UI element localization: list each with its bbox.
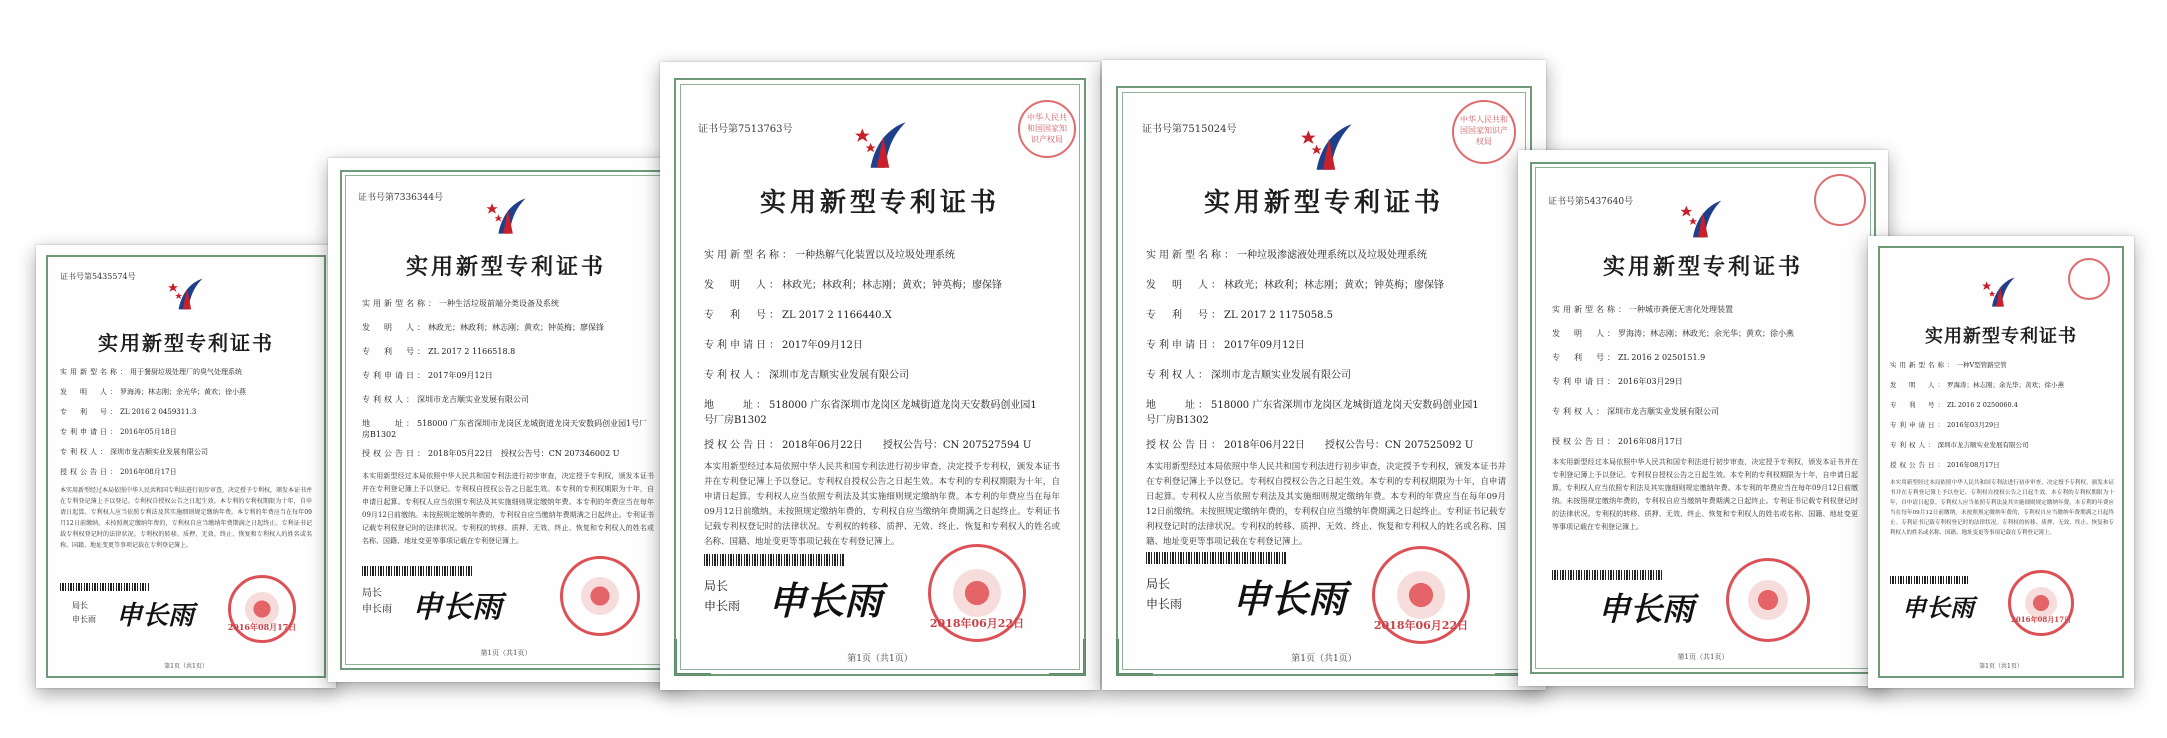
patent-certificate-2 (328, 158, 684, 682)
patentee: 专利权人：深圳市龙吉顺实业发展有限公司 (1890, 441, 2029, 449)
application-date: 专利申请日：2017年09月12日 (1146, 340, 1305, 351)
barcode (60, 583, 150, 591)
inventor: 发 明 人：林政光；林政利；林志刚；黄欢；钟英梅；廖保锋 (704, 280, 1002, 291)
certificate-title: 实用新型专利证书 (1602, 254, 1803, 280)
address: 地 址：518000 广东省深圳市龙岗区龙城街道龙岗天安数码创业园1号厂房B1302 (1146, 400, 1479, 426)
address: 地 址：518000 广东省深圳市龙岗区龙城街道龙岗天安数码创业园1号厂房B1302 (704, 400, 1037, 426)
utility-model-name: 实用新型名称：一种V型管路空管 (1890, 361, 2007, 369)
page-number: 第1页（共1页） (1677, 653, 1729, 661)
page-number: 第1页（共1页） (164, 663, 208, 670)
official-seal: 2016年08月17日 (228, 575, 296, 643)
certificate-body: 本实用新型经过本局依照中华人民共和国专利法进行初步审查，决定授予专利权，颁发本证书并在专利登记簿上予以登记。专利权自授权公告之日起生效。本专利的专利权期限为十年，自申请日起算。专利权人应当依照专利法及其实施细则规定缴纳年费。本专利的年费应当在每年09月12日前缴纳。未按照规定缴纳年费的，专利权自应当缴纳年费期满之日起终止。专利证书记载专利权登记时的法律状况。专利权的转移、质押、无效、终止、恢复和专利权人的姓名或名称、国籍、地址变更等事项记载在专利登记簿上。 (60, 487, 313, 549)
certificate-number: 证书号第5437640号 (1548, 197, 1634, 207)
certificate-body: 本实用新型经过本局依照中华人民共和国专利法进行初步审查，决定授予专利权，颁发本证书并在专利登记簿上予以登记。专利权自授权公告之日起生效。本专利的专利权期限为十年，自申请日起算。专利权人应当依照专利法及其实施细则规定缴纳年费。本专利的年费应当在每年09月12日前缴纳。未按照规定缴纳年费的，专利权自应当缴纳年费期满之日起终止。专利证书记载专利权登记时的法律状况。专利权的转移、质押、无效、终止、恢复和专利权人的姓名或名称、国籍、地址变更等事项记载在专利登记簿上。 (1890, 480, 2114, 536)
patent-number: 专 利 号：ZL 2016 2 0459311.3 (60, 408, 197, 416)
application-date: 专利申请日：2016年03月29日 (1552, 377, 1683, 386)
director-signature: 申长雨 (1598, 590, 1695, 628)
barcode (1890, 576, 1970, 584)
application-date: 专利申请日：2017年09月12日 (704, 340, 863, 351)
director-title: 局长 申长雨 (362, 588, 392, 615)
patent-office-logo-icon (1678, 194, 1728, 244)
patent-certificate-4 (1102, 60, 1546, 690)
page-number: 第1页（共1页） (480, 649, 532, 657)
barcode (1146, 552, 1286, 564)
application-date: 专利申请日：2016年05月18日 (60, 428, 177, 436)
barcode (1552, 570, 1662, 580)
inventor: 发 明 人：林政光；林政利；林志刚；黄欢；钟英梅；廖保锋 (362, 323, 604, 332)
patent-certificate-1 (36, 245, 336, 688)
announcement-date: 授权公告日：2018年06月22日 授权公告号：CN 207525092 U (1146, 440, 1474, 451)
certificate-title: 实用新型专利证书 (759, 188, 1000, 218)
inventor: 发 明 人：罗海涛；林志刚；余光华；黄欢；徐小燕 (60, 388, 246, 396)
director-signature: 申长雨 (1902, 593, 1974, 622)
director-title: 局长 申长雨 (704, 579, 741, 613)
patent-number: 专 利 号：ZL 2017 2 1175058.5 (1146, 310, 1334, 321)
certificate-title: 实用新型专利证书 (1203, 188, 1444, 218)
announcement-date: 授权公告日：2018年06月22日 授权公告号：CN 207527594 U (704, 440, 1032, 451)
announcement-date: 授权公告日：2016年08月17日 (1890, 461, 2000, 469)
certificate-body: 本实用新型经过本局依照中华人民共和国专利法进行初步审查，决定授予专利权，颁发本证书并在专利登记簿上予以登记。专利权自授权公告之日起生效。本专利的专利权期限为十年，自申请日起算。专利权人应当依照专利法及其实施细则规定缴纳年费。本专利的年费应当在每年09月12日前缴纳。未按照规定缴纳年费的，专利权自应当缴纳年费期满之日起终止。专利证书记载专利权登记时的法律状况。专利权的转移、质押、无效、终止、恢复和专利权人的姓名或名称、国籍、地址变更等事项记载在专利登记簿上。 (362, 472, 654, 545)
director-title: 局长 申长雨 (72, 601, 96, 624)
certificate-body: 本实用新型经过本局依照中华人民共和国专利法进行初步审查，决定授予专利权，颁发本证书并在专利登记簿上予以登记。专利权自授权公告之日起生效。本专利的专利权期限为十年，自申请日起算。专利权人应当依照专利法及其实施细则规定缴纳年费。本专利的年费应当在每年09月12日前缴纳。未按照规定缴纳年费的，专利权自应当缴纳年费期满之日起终止。专利证书记载专利权登记时的法律状况。专利权的转移、质押、无效、终止、恢复和专利权人的姓名或名称、国籍、地址变更等事项记载在专利登记簿上。 (1552, 458, 1859, 531)
patent-office-logo-icon (1298, 116, 1360, 178)
patent-certificate-6 (1868, 236, 2134, 688)
director-signature: 申长雨 (1232, 576, 1347, 621)
application-date: 专利申请日：2017年09月12日 (362, 371, 493, 380)
director-signature: 申长雨 (412, 590, 502, 625)
inventor: 发 明 人：罗海涛；林志刚；林政光；余光华；黄欢；徐小燕 (1552, 329, 1794, 338)
page-number: 第1页（共1页） (1979, 663, 2023, 670)
utility-model-name: 实用新型名称：一种垃圾渗滤液处理系统以及垃圾处理系统 (1146, 250, 1427, 261)
patent-office-stamp: 中华人民共和国国家知识产权局 (1018, 100, 1076, 158)
patentee: 专利权人：深圳市龙吉顺实业发展有限公司 (704, 370, 909, 381)
inventor: 发 明 人：林政光；林政利；林志刚；黄欢；钟英梅；廖保锋 (1146, 280, 1444, 291)
patent-office-logo-icon (484, 192, 532, 240)
announcement-date: 授权公告日：2016年08月17日 (60, 468, 177, 476)
utility-model-name: 实用新型名称：一种城市粪便无害化处理装置 (1552, 305, 1733, 314)
certificate-title: 实用新型专利证书 (1925, 326, 2077, 347)
patentee: 专利权人：深圳市龙吉顺实业发展有限公司 (60, 448, 208, 456)
official-seal: 2018年06月22日 (1372, 546, 1470, 644)
application-date: 专利申请日：2016年03月29日 (1890, 421, 2000, 429)
certificate-number: 证书号第7515024号 (1142, 124, 1237, 135)
patentee: 专利权人：深圳市龙吉顺实业发展有限公司 (362, 395, 529, 404)
utility-model-name: 实用新型名称：用于餐厨垃圾处理厂的臭气处理系统 (60, 368, 242, 376)
certificate-number: 证书号第7513763号 (698, 124, 793, 135)
barcode (362, 566, 472, 576)
certificate-number: 证书号第7336344号 (358, 193, 444, 203)
patent-office-logo-icon (166, 273, 208, 315)
patent-number: 专 利 号：ZL 2017 2 1166440.X (704, 310, 892, 321)
patentee: 专利权人：深圳市龙吉顺实业发展有限公司 (1146, 370, 1351, 381)
patent-number: 专 利 号：ZL 2016 2 0250151.9 (1552, 353, 1706, 362)
director-signature: 申长雨 (116, 601, 195, 631)
certificate-body: 本实用新型经过本局依照中华人民共和国专利法进行初步审查，决定授予专利权，颁发本证书并在专利登记簿上予以登记。专利权自授权公告之日起生效。本专利的专利权期限为十年，自申请日起算。专利权人应当依照专利法及其实施细则规定缴纳年费。本专利的年费应当在每年09月12日前缴纳。未按照规定缴纳年费的，专利权自应当缴纳年费期满之日起终止。专利证书记载专利权登记时的法律状况。专利权的转移、质押、无效、终止、恢复和专利权人的姓名或名称、国籍、地址变更等事项记载在专利登记簿上。 (704, 462, 1060, 547)
director-title: 局长 申长雨 (1146, 577, 1183, 611)
certificate-body: 本实用新型经过本局依照中华人民共和国专利法进行初步审查，决定授予专利权，颁发本证书并在专利登记簿上予以登记。专利权自授权公告之日起生效。本专利的专利权期限为十年，自申请日起算。专利权人应当依照专利法及其实施细则规定缴纳年费。本专利的年费应当在每年09月12日前缴纳。未按照规定缴纳年费的，专利权自应当缴纳年费期满之日起终止。专利证书记载专利权登记时的法律状况。专利权的转移、质押、无效、终止、恢复和专利权人的姓名或名称、国籍、地址变更等事项记载在专利登记簿上。 (1146, 462, 1506, 547)
patent-office-logo-icon (1980, 272, 2020, 312)
utility-model-name: 实用新型名称：一种生活垃圾前端分类设备及系统 (362, 299, 559, 308)
utility-model-name: 实用新型名称：一种热解气化装置以及垃圾处理系统 (704, 250, 955, 261)
patent-office-stamp: 中华人民共和国国家知识产权局 (1452, 100, 1516, 164)
official-seal (1726, 558, 1810, 642)
patentee: 专利权人：深圳市龙吉顺实业发展有限公司 (1552, 407, 1719, 416)
official-seal: 2016年08月17日 (2008, 570, 2074, 636)
patent-office-stamp (2068, 258, 2110, 300)
patent-certificate-3 (660, 62, 1100, 690)
barcode (704, 554, 844, 566)
certificate-title: 实用新型专利证书 (405, 254, 606, 280)
official-seal (560, 556, 640, 636)
patent-number: 专 利 号：ZL 2016 2 0250060.4 (1890, 401, 2018, 409)
certificate-number: 证书号第5435574号 (60, 272, 136, 281)
announcement-date: 授权公告日：2018年05月22日 授权公告号：CN 207346002 U (362, 449, 620, 458)
director-signature: 申长雨 (768, 578, 883, 623)
patent-office-logo-icon (852, 114, 914, 176)
patent-office-stamp (1814, 174, 1866, 226)
certificate-title: 实用新型专利证书 (98, 331, 274, 355)
official-seal: 2018年06月22日 (928, 544, 1026, 642)
patent-number: 专 利 号：ZL 2017 2 1166518.8 (362, 347, 516, 356)
inventor: 发 明 人：罗海涛；林志刚；余光华；黄欢；徐小燕 (1890, 381, 2064, 389)
page-number: 第1页（共1页） (847, 654, 913, 664)
address: 地 址：518000 广东省深圳市龙岗区龙城街道龙岗天安数码创业园1号厂房B1302 (362, 419, 648, 439)
announcement-date: 授权公告日：2016年08月17日 (1552, 437, 1683, 446)
page-number: 第1页（共1页） (1291, 654, 1357, 664)
patent-certificate-5 (1518, 150, 1888, 686)
